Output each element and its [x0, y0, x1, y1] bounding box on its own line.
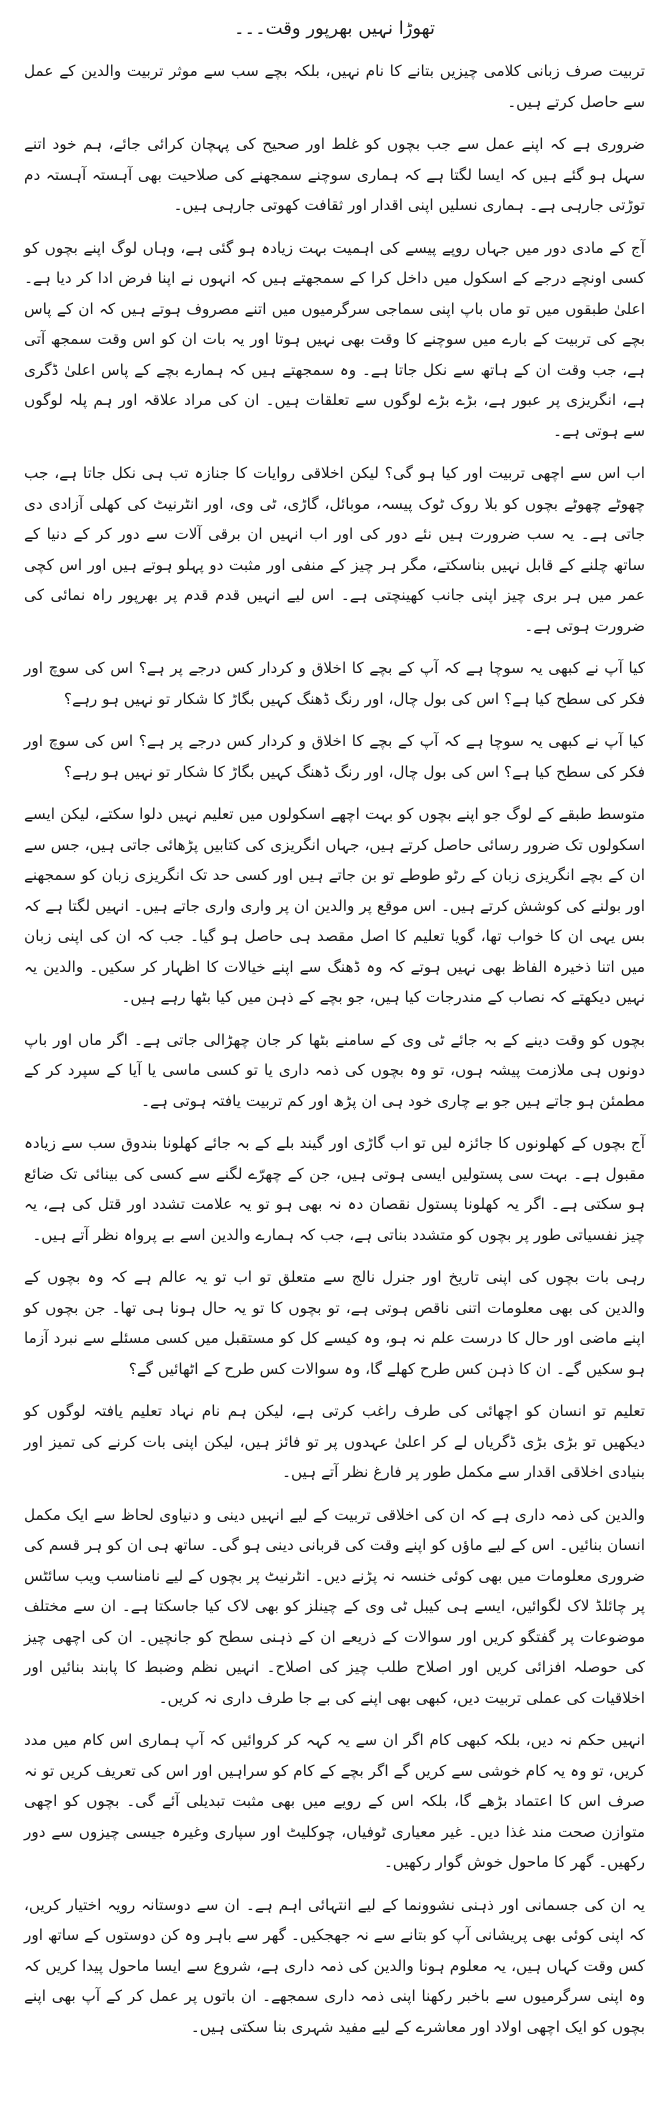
article-paragraph: رہی بات بچوں کی اپنی تاریخ اور جنرل نالج سے متعلق تو اب تو یہ عالم ہے کہ وہ بچوں کے والدین کی بھی معلومات اتنی ناقص ہوتی ہے، تو بچوں کا تو یہ حال ہونا ہی تھا۔ جن بچوں کو اپنے ماضی اور حال کا درست علم نہ ہو، وہ کیسے کل کو مستقبل میں کسی مسئلے سے نبرد آزما ہو سکیں گے۔ ان کا ذہن کس طرح کھلے گا، وہ سوالات کس طرح کے اٹھائیں گے؟ — [24, 1268, 645, 1378]
article-paragraph: ضروری ہے کہ اپنے عمل سے جب بچوں کو غلط اور صحیح کی پہچان کرائی جائے، ہم خود اتنے سہل ہو گئے ہیں کہ ایسا لگتا ہے کہ ہماری سوچنے سمجھنے کی صلاحیت بھی آہستہ آہستہ دم توڑتی جارہی ہے۔ ہماری نسلیں اپنی اقدار اور ثقافت کھوتی جارہی ہیں۔ — [24, 135, 645, 214]
article-paragraph: کیا آپ نے کبھی یہ سوچا ہے کہ آپ کے بچے کا اخلاق و کردار کس درجے پر ہے؟ اس کی سوچ اور فکر کی سطح کیا ہے؟ اس کی بول چال، اور رنگ ڈھنگ کہیں بگاڑ کا شکار تو نہیں ہو رہے؟ — [24, 659, 645, 708]
article-paragraph: تربیت صرف زبانی کلامی چیزیں بتانے کا نام نہیں، بلکہ بچے سب سے موثر تربیت والدین کے عمل سے حاصل کرتے ہیں۔ — [24, 62, 645, 111]
article-paragraph: آج بچوں کے کھلونوں کا جائزہ لیں تو اب گاڑی اور گیند بلے کے بہ جائے کھلونا بندوق سب سے زیادہ مقبول ہے۔ بہت سی پستولیں ایسی ہوتی ہیں، جن کے چھرّے لگنے سے کسی کی بینائی تک ضائع ہو سکتی ہے۔ اگر یہ کھلونا پستول نقصان دہ نہ بھی ہو تو یہ علامت تشدد اور قتل کی ہے، یہ چیز نفسیاتی طور پر بچوں کو متشدد بناتی ہے، جب کہ ہمارے والدین اسے بے پرواہ نظر آتے ہیں۔ — [24, 1134, 645, 1244]
article-paragraph: کیا آپ نے کبھی یہ سوچا ہے کہ آپ کے بچے کا اخلاق و کردار کس درجے پر ہے؟ اس کی سوچ اور فکر کی سطح کیا ہے؟ اس کی بول چال، اور رنگ ڈھنگ کہیں بگاڑ کا شکار تو نہیں ہو رہے؟ — [24, 732, 645, 781]
article-title: تھوڑا نہیں بھرپور وقت۔۔۔ — [233, 18, 435, 39]
article-paragraph: متوسط طبقے کے لوگ جو اپنے بچوں کو بہت اچھے اسکولوں میں تعلیم نہیں دلوا سکتے، لیکن ایسے اسکولوں تک ضرور رسائی حاصل کرتے ہیں، جہاں انگریزی کی کتابیں پڑھائی جاتی ہیں، جس سے ان کے بچے انگریزی زبان کے رٹو طوطے تو بن جاتے ہیں اور کسی حد تک انگریزی زبان کو سمجھنے اور بولنے کی کوشش کرتے ہیں۔ اس موقع پر والدین ان پر واری واری جاتے ہیں۔ انہیں لگتا ہے کہ بس یہی ان کا خواب تھا، گویا تعلیم کا اصل مقصد ہی حاصل ہو گیا۔ جب کہ ان کی اپنی زبان میں اتنا ذخیرہ الفاظ بھی نہیں ہوتے کہ وہ ڈھنگ سے اپنے خیالات کا اظہار کر سکیں۔ والدین یہ نہیں دیکھتے کہ نصاب کے مندرجات کیا ہیں، جو بچے کے ذہن میں کیا بٹھا رہے ہیں۔ — [24, 805, 645, 1006]
article-paragraph: اب اس سے اچھی تربیت اور کیا ہو گی؟ لیکن اخلاقی روایات کا جنازہ تب ہی نکل جاتا ہے، جب چھوٹے چھوٹے بچوں کو بلا روک ٹوک پیسہ، موبائل، گاڑی، ٹی وی، اور انٹرنیٹ کی کھلی آزادی دی جاتی ہے۔ یہ سب ضرورت ہیں نئے دور کی اور اب انہیں ان برقی آلات سے دور کر کے دنیا کے ساتھ چلنے کے قابل نہیں بناسکتے، مگر ہر چیز کے منفی اور مثبت دو پہلو ہوتے ہیں اور اس کچی عمر میں ہر بری چیز اپنی جانب کھینچتی ہے۔ اس لیے انہیں قدم قدم پر بھرپور راہ نمائی کی ضرورت ہوتی ہے۔ — [24, 464, 645, 635]
article-paragraph: والدین کی ذمہ داری ہے کہ ان کی اخلاقی تربیت کے لیے انہیں دینی و دنیاوی لحاظ سے ایک مکمل انسان بنائیں۔ اس کے لیے ماؤں کو اپنے وقت کی قربانی دینی ہو گی۔ ساتھ ہی ان کو ہر قسم کی ضروری معلومات میں بھی کوئی خنسہ نہ پڑنے دیں۔ انٹرنیٹ پر بچوں کے لیے نامناسب ویب سائٹس پر چائلڈ لاک لگوائیں، ایسے ہی کیبل ٹی وی کے چینلز کو بھی لاک کیا جاسکتا ہے۔ ان سے مختلف موضوعات پر گفتگو کریں اور سوالات کے ذریعے ان کے ذہنی سطح کو جانچیں۔ ان کی اچھی چیز کی حوصلہ افزائی کریں اور اصلاح طلب چیز کی اصلاح۔ انہیں نظم وضبط کا پابند بنائیں اور اخلاقیات کی عملی تربیت دیں، کبھی بھی اپنے کی بے جا طرف داری نہ کریں۔ — [24, 1505, 645, 1707]
article-paragraph: انہیں حکم نہ دیں، بلکہ کبھی کام اگر ان سے یہ کہہ کر کروائیں کہ آپ ہماری اس کام میں مدد کریں، تو وہ یہ کام خوشی سے کریں گے اگر بچے کے کام کو سراہیں اور اس کی تعریف کریں تو نہ صرف اس کا اعتماد بڑھے گا، بلکہ اس کے رویے میں بھی مثبت تبدیلی آئے گی۔ بچوں کو اچھی متوازن صحت مند غذا دیں۔ غیر معیاری ٹوفیاں، چوکلیٹ اور سپاری وغیرہ جیسی چیزوں سے دور رکھیں۔ گھر کا ماحول خوش گوار رکھیں۔ — [24, 1731, 645, 1871]
article-paragraph: تعلیم تو انسان کو اچھائی کی طرف راغب کرتی ہے، لیکن ہم نام نہاد تعلیم یافتہ لوگوں کو دیکھیں تو بڑی بڑی ڈگریاں لے کر اعلیٰ عہدوں پر تو فائز ہیں، لیکن اپنی بات کرنے کی تمیز اور بنیادی اخلاقی اقدار سے مکمل طور پر فارغ نظر آتے ہیں۔ — [24, 1402, 645, 1481]
article-paragraph: یہ ان کی جسمانی اور ذہنی نشوونما کے لیے انتہائی اہم ہے۔ ان سے دوستانہ رویہ اختیار کریں، کہ اپنی کوئی بھی پریشانی آپ کو بتانے سے نہ جھجکیں۔ گھر سے باہر وہ کن دوستوں کے ساتھ اور کس وقت کہاں ہیں، یہ معلوم ہونا والدین کی ذمہ داری ہے، شروع سے ایسا ماحول پیدا کریں کہ وہ اپنی سرگرمیوں سے باخبر رکھنا اپنی ذمہ داری سمجھے۔ ان باتوں پر عمل کر کے آپ بھی اپنے بچوں کو ایک اچھی اولاد اور معاشرے کے لیے مفید شہری بنا سکتی ہیں۔ — [24, 1895, 645, 2036]
article-paragraph: آج کے مادی دور میں جہاں روپے پیسے کی اہمیت بہت زیادہ ہو گئی ہے، وہاں لوگ اپنے بچوں کو کسی اونچے درجے کے اسکول میں داخل کرا کے سمجھتے ہیں کہ انہوں نے اپنا فرض ادا کر دیا ہے۔ اعلیٰ طبقوں میں تو ماں باپ اپنی سماجی سرگرمیوں میں اتنے مصروف ہوتے ہیں کہ ان کے پاس بچے کی تربیت کے بارے میں سوچنے کا وقت بھی نہیں ہوتا اور یہ بات ان کو اس وقت سمجھ آتی ہے، جب وقت ان کے ہاتھ سے نکل جاتا ہے۔ وہ سمجھتے ہیں کہ ہمارے بچے کے پاس اعلیٰ ڈگری ہے، انگریزی پر عبور ہے، بڑے بڑے لوگوں سے تعلقات ہیں۔ ان کی مراد علاقہ اور ہم پلہ لوگوں سے ہوتی ہے۔ — [24, 238, 645, 440]
article-paragraph: بچوں کو وقت دینے کے بہ جائے ٹی وی کے سامنے بٹھا کر جان چھڑالی جاتی ہے۔ اگر ماں اور باپ دونوں ہی ملازمت پیشہ ہوں، تو وہ بچوں کی ذمہ داری یا تو کسی ماسی یا آیا کے سپرد کر کے مطمئن ہو جاتے ہیں جو بے چاری خود ہی ان پڑھ اور کم تربیت یافتہ ہوتی ہے۔ — [24, 1030, 645, 1110]
